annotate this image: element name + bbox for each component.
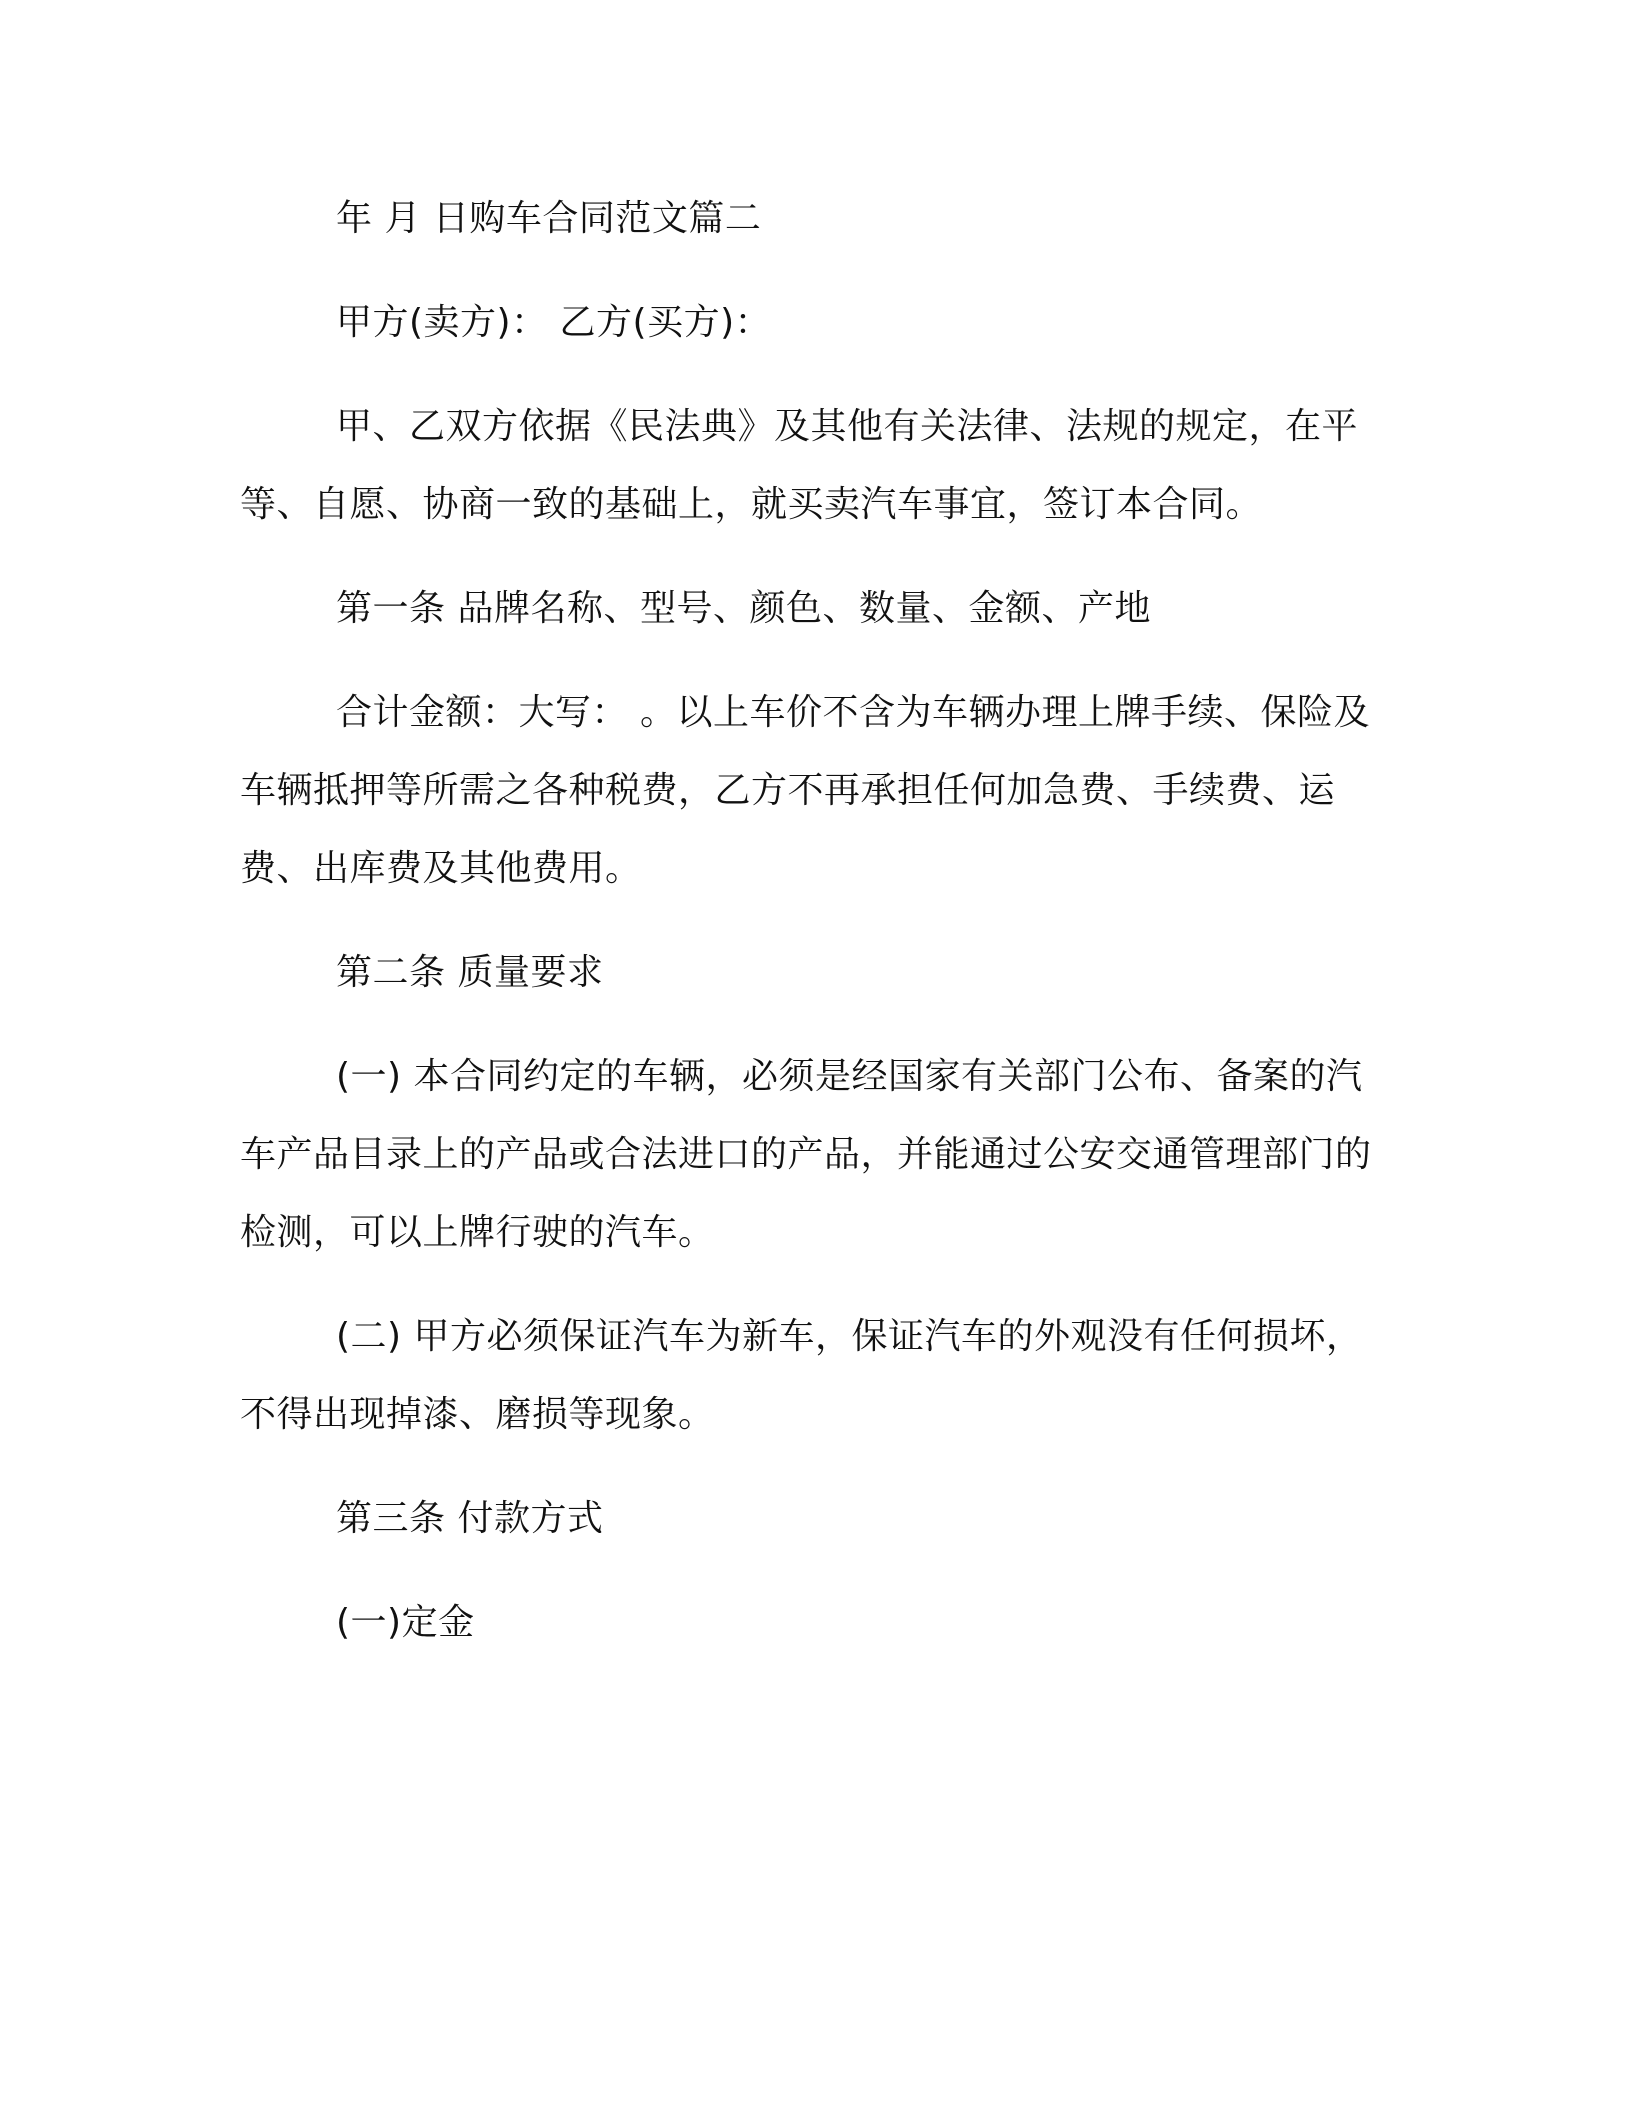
paragraph-parties: 甲方(卖方)： 乙方(买方)： [336, 302, 772, 343]
paragraph-preamble: 甲、乙双方依据《民法典》及其他有关法律、法规的规定，在平等、自愿、协商一致的基础上，就买卖汽车事宜，签订本合同。 [240, 406, 1359, 525]
heading-article-2: 第二条 质量要求 [336, 952, 604, 993]
heading-article-1: 第一条 品牌名称、型号、颜色、数量、金额、产地 [336, 588, 1151, 629]
paragraph-quality-1: (一) 本合同约定的车辆，必须是经国家有关部门公布、备案的汽车产品目录上的产品或合法进口的产品，并能通过公安交通管理部门的检测，可以上牌行驶的汽车。 [240, 1056, 1372, 1253]
heading-article-3: 第三条 付款方式 [336, 1498, 604, 1539]
paragraph-quality-2: (二) 甲方必须保证汽车为新车，保证汽车的外观没有任何损坏，不得出现掉漆、磨损等现象。 [240, 1316, 1363, 1435]
paragraph-deposit: (一)定金 [336, 1602, 475, 1643]
document-body [240, 180, 1390, 1688]
paragraph-total-amount: 合计金额：大写： 。以上车价不含为车辆办理上牌手续、保险及车辆抵押等所需之各种税费，乙方不再承担任何加急费、手续费、运费、出库费及其他费用。 [240, 692, 1370, 889]
paragraph-title: 年 月 日购车合同范文篇二 [336, 198, 762, 239]
